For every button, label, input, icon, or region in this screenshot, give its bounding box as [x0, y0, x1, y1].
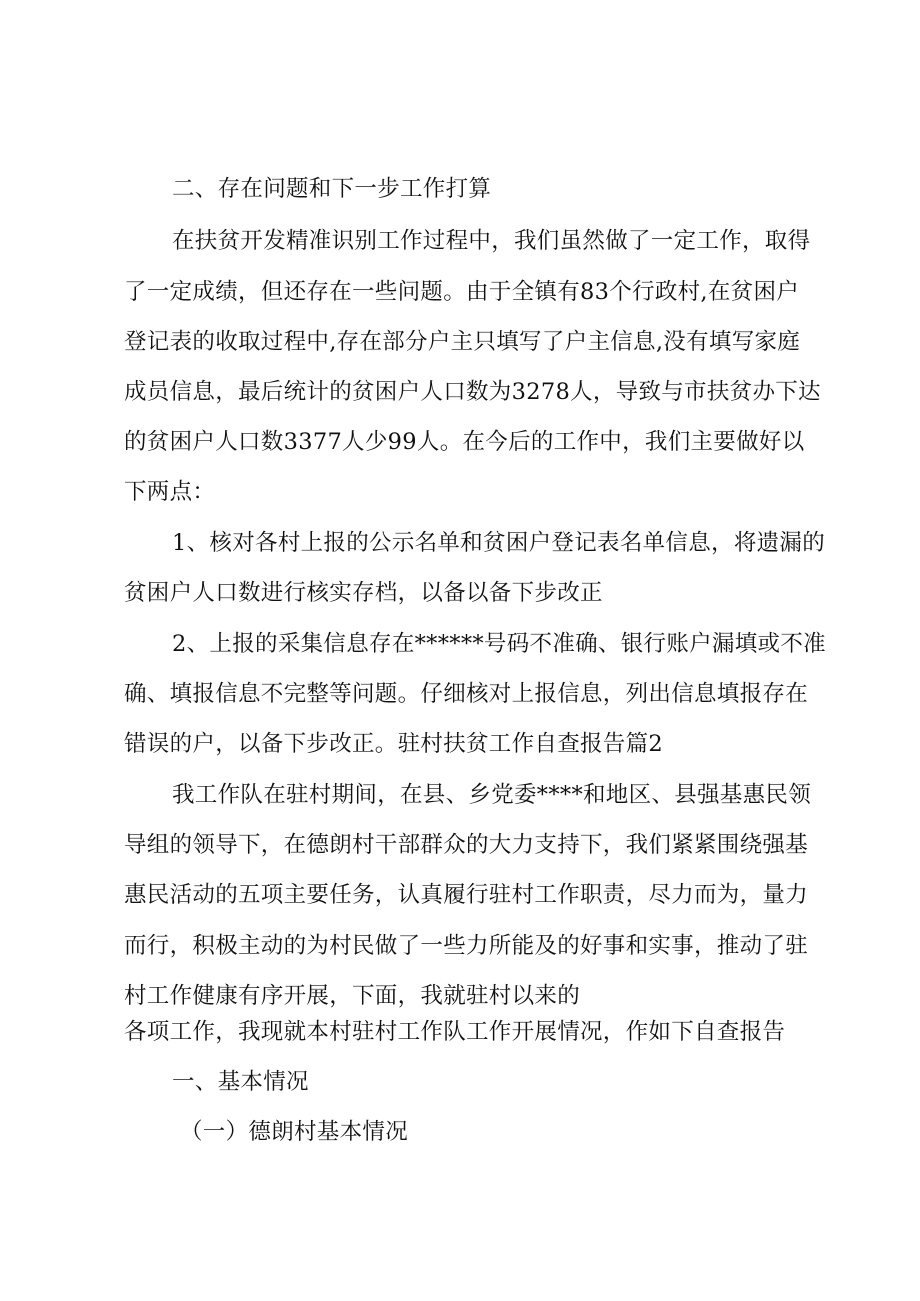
- list-item-line: 贫困户人口数进行核实存档，以备以备下步改正: [124, 580, 603, 606]
- list-item-line: 1、核对各村上报的公示名单和贫困户登记表名单信息，将遗漏的: [172, 530, 826, 556]
- paragraph-line: 各项工作，我现就本村驻村工作队工作开展情况，作如下自查报告: [124, 1019, 786, 1045]
- paragraph-line: 下两点：: [124, 479, 216, 505]
- list-item-line: 2、上报的采集信息存在******号码不准确、银行账户漏填或不准: [172, 631, 826, 657]
- paragraph-line: 在扶贫开发精准识别工作过程中，我们虽然做了一定工作，取得: [172, 228, 811, 254]
- paragraph-line: 登记表的收取过程中,存在部分户主只填写了户主信息,没有填写家庭: [124, 329, 801, 355]
- section-heading-problems: 二、存在问题和下一步工作打算: [172, 176, 492, 202]
- list-item-line: 错误的户，以备下步改正。驻村扶贫工作自查报告篇2: [124, 731, 664, 757]
- section-heading-basic: 一、基本情况: [172, 1069, 309, 1095]
- paragraph-line: 了一定成绩，但还存在一些问题。由于全镇有83个行政村,在贫困户: [124, 279, 800, 305]
- paragraph-line: 而行，积极主动的为村民做了一些力所能及的好事和实事，推动了驻: [124, 933, 809, 959]
- paragraph-line: 成员信息，最后统计的贫困户人口数为3278人，导致与市扶贫办下达: [124, 379, 821, 405]
- paragraph-line: 的贫困户人口数3377人少99人。在今后的工作中，我们主要做好以: [124, 429, 805, 455]
- paragraph-line: 惠民活动的五项主要任务，认真履行驻村工作职责，尽力而为，量力: [124, 882, 809, 908]
- subsection-heading-village: （一）德朗村基本情况: [180, 1119, 409, 1145]
- paragraph-line: 村工作健康有序开展，下面，我就驻村以来的: [124, 983, 581, 1009]
- list-item-line: 确、填报信息不完整等问题。仔细核对上报信息，列出信息填报存在: [124, 681, 809, 707]
- paragraph-line: 导组的领导下，在德朗村干部群众的大力支持下，我们紧紧围绕强基: [124, 832, 809, 858]
- paragraph-line: 我工作队在驻村期间，在县、乡党委****和地区、县强基惠民领: [172, 782, 812, 808]
